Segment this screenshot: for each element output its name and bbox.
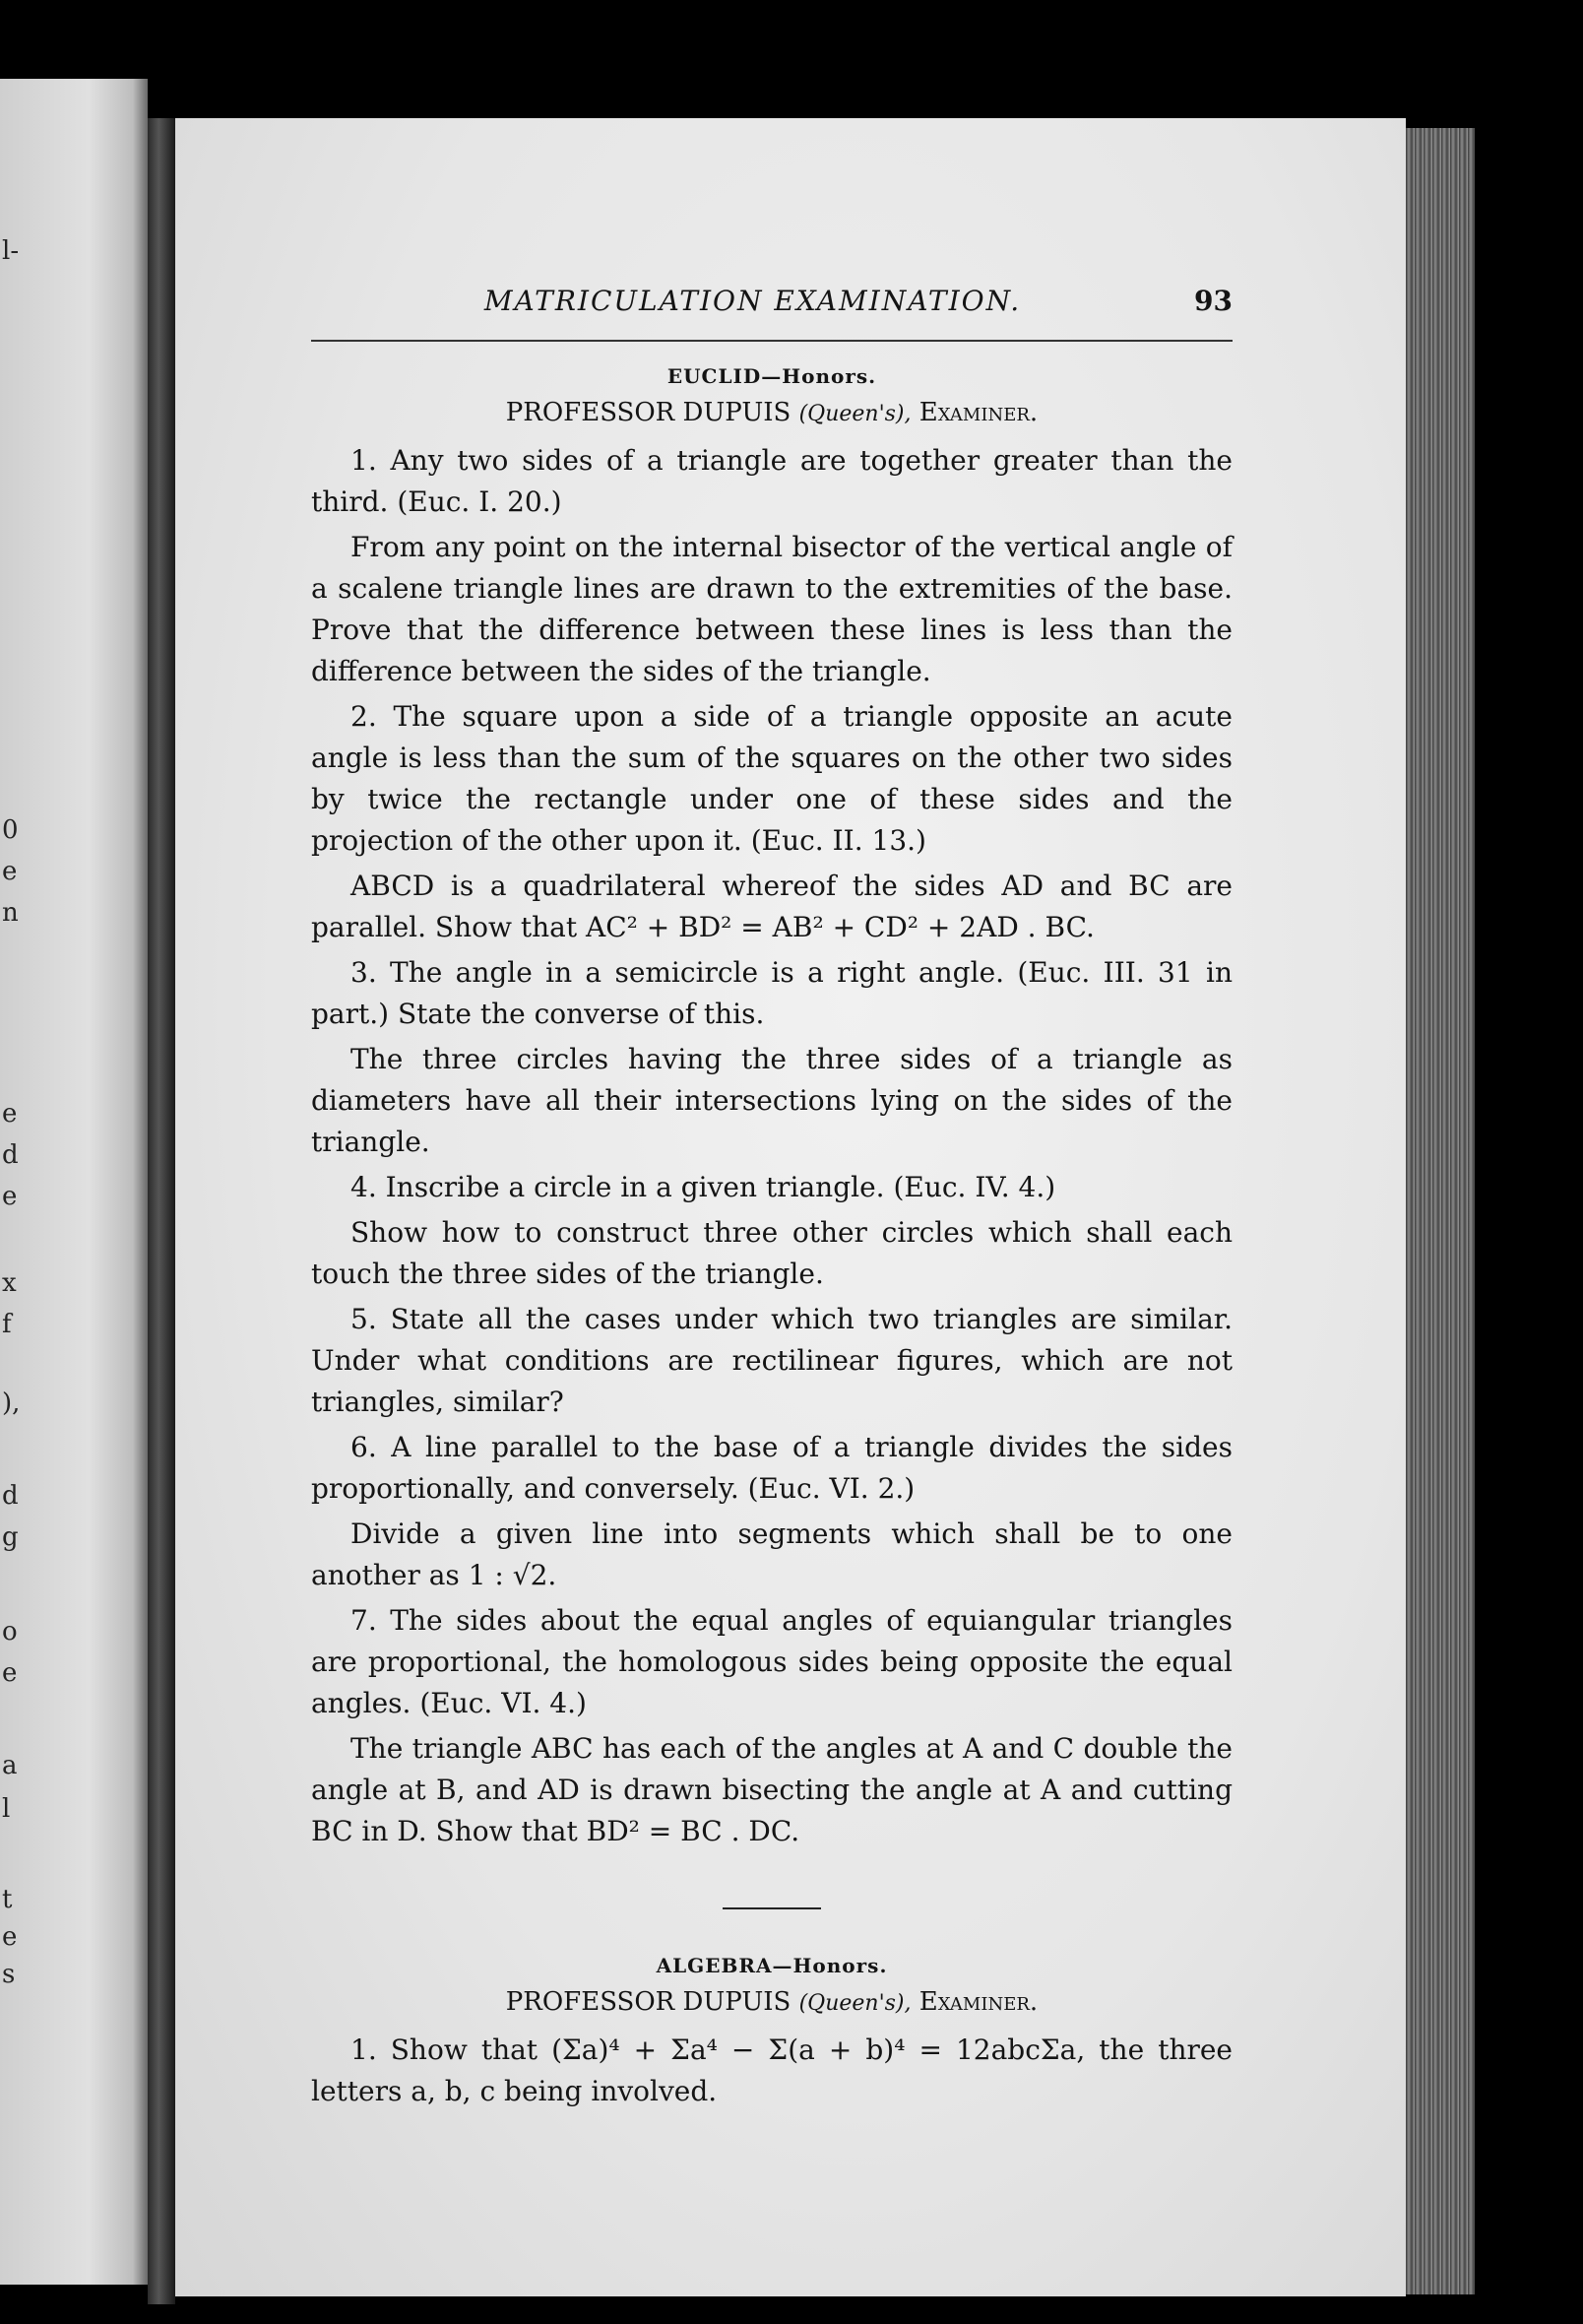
page-content — [311, 281, 1233, 2116]
margin-fragment: e — [2, 1099, 18, 1129]
examiner-affiliation: (Queen's), — [798, 402, 912, 426]
book-gutter — [148, 118, 175, 2304]
question-paragraph: 3. The angle in a semicircle is a right angle. (Euc. III. 31 in part.) State the converse of this. — [311, 956, 1233, 1030]
question-paragraph: 5. State all the cases under which two triangles are similar. Under what conditions are rectilinear figures, which are not triangles, similar? — [311, 1303, 1233, 1418]
page-number: 93 — [1194, 285, 1233, 317]
section-title-algebra: ALGEBRA—Honors. — [656, 1954, 888, 1977]
question-paragraph: 1. Any two sides of a triangle are together greater than the third. (Euc. I. 20.) — [311, 444, 1233, 518]
question-paragraph: Divide a given line into segments which shall be to one another as 1 : √2. — [311, 1517, 1233, 1591]
margin-fragment: e — [2, 1658, 18, 1688]
question-paragraph: ABCD is a quadrilateral whereof the sides AD and BC are parallel. Show that AC² + BD² = AB² + CD² + 2AD . BC. — [311, 870, 1233, 943]
margin-fragment: g — [2, 1522, 19, 1552]
question-paragraph: 6. A line parallel to the base of a triangle divides the sides proportionally, and conversely. (Euc. VI. 2.) — [311, 1431, 1233, 1505]
margin-fragment: d — [2, 1140, 19, 1170]
examiner-name: PROFESSOR DUPUIS — [505, 1987, 792, 2017]
question-paragraph: From any point on the internal bisector of the vertical angle of a scalene triangle lines are drawn to the extremities of the base. Prove that the difference between these lines is less than the difference between the sides of the triangle. — [311, 531, 1233, 687]
margin-fragment: d — [2, 1481, 19, 1511]
examiner-role: Examiner. — [918, 1987, 1039, 2017]
section-title-euclid: EUCLID—Honors. — [666, 364, 877, 388]
question-paragraph: The three circles having the three sides of a triangle as diameters have all their intersections lying on the sides of the triangle. — [311, 1043, 1233, 1158]
question-paragraph: Show how to construct three other circles which shall each touch the three sides of the triangle. — [311, 1216, 1233, 1290]
question-paragraph: 2. The square upon a side of a triangle opposite an acute angle is less than the sum of the squares on the other two sides by twice the rectangle under one of these sides and the projection of the other upon it. (Euc. II. 13.) — [311, 700, 1233, 857]
examiner-role: Examiner. — [918, 398, 1039, 427]
margin-fragment: o — [2, 1617, 18, 1646]
margin-fragment: t — [2, 1885, 13, 1914]
margin-fragment: l- — [2, 236, 20, 266]
examiner-affiliation: (Queen's), — [798, 1991, 912, 2016]
margin-fragment: x — [2, 1268, 17, 1298]
margin-fragment: e — [2, 857, 18, 886]
page-edges — [1406, 128, 1475, 2294]
examiner-line-algebra — [311, 1982, 1233, 2024]
margin-fragment: n — [2, 898, 19, 928]
running-header — [311, 281, 1233, 342]
margin-fragment: a — [2, 1751, 18, 1780]
margin-fragment: ), — [2, 1388, 21, 1418]
margin-fragment: 0 — [2, 815, 19, 845]
examiner-name: PROFESSOR DUPUIS — [505, 398, 792, 427]
section-divider — [723, 1907, 821, 1909]
margin-fragment: l — [2, 1794, 11, 1824]
question-paragraph: The triangle ABC has each of the angles at A and C double the angle at B, and AD is drawn bisecting the angle at A and cutting BC in D. Show that BD² = BC . DC. — [311, 1732, 1233, 1847]
margin-fragment: s — [2, 1960, 16, 1989]
running-title: MATRICULATION EXAMINATION. — [483, 285, 1022, 317]
examiner-line-euclid — [311, 393, 1233, 434]
question-paragraph: 7. The sides about the equal angles of equiangular triangles are proportional, the homologous sides being opposite the equal angles. (Euc. VI. 4.) — [311, 1604, 1233, 1719]
margin-fragment: e — [2, 1182, 18, 1211]
question-paragraph: 1. Show that (Σa)⁴ + Σa⁴ − Σ(a + b)⁴ = 12abcΣa, the three letters a, b, c being involved. — [311, 2034, 1233, 2107]
margin-fragment: f — [2, 1310, 12, 1339]
left-facing-page — [0, 79, 148, 2285]
question-paragraph: 4. Inscribe a circle in a given triangle. (Euc. IV. 4.) — [350, 1171, 1056, 1203]
margin-fragment: e — [2, 1922, 18, 1952]
